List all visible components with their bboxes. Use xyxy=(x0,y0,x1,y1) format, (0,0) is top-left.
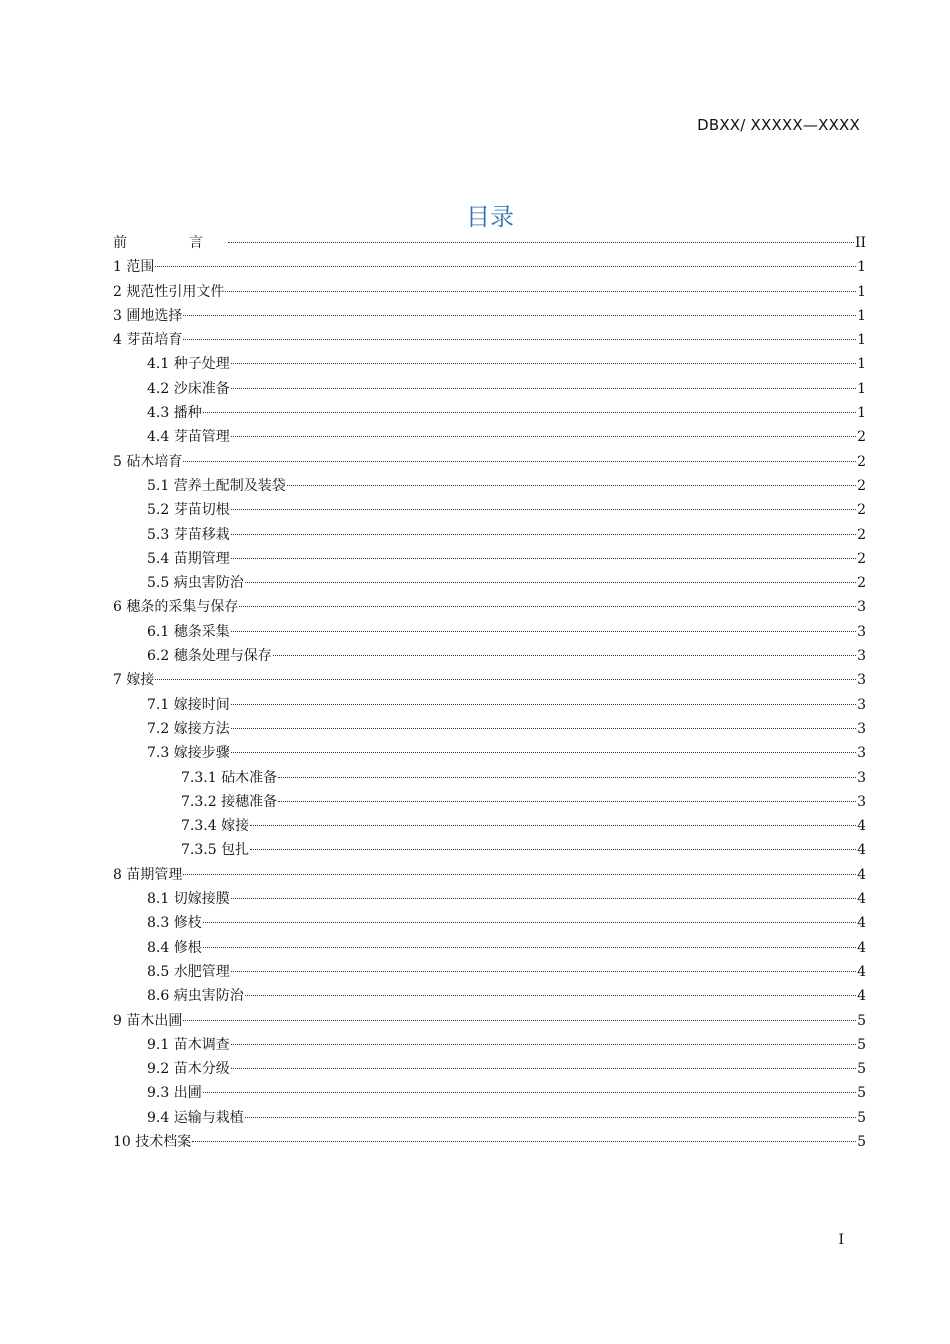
toc-dot-leader xyxy=(231,534,856,535)
toc-dot-leader xyxy=(183,339,856,340)
toc-entry-page: 2 xyxy=(857,429,866,446)
toc-entry[interactable] xyxy=(113,911,866,935)
toc-entry-page: 3 xyxy=(857,599,866,616)
toc-entry-label: 9.2 苗木分级 xyxy=(147,1061,230,1078)
toc-entry-page: 1 xyxy=(857,405,866,422)
toc-dot-leader xyxy=(231,752,856,753)
toc-dot-leader xyxy=(231,363,856,364)
toc-entry-page: 3 xyxy=(857,648,866,665)
toc-entry-label: 6.1 穗条采集 xyxy=(147,623,230,640)
toc-dot-leader xyxy=(231,631,856,632)
toc-entry[interactable] xyxy=(113,595,866,619)
toc-entry-page: 1 xyxy=(857,307,866,324)
toc-entry-page: 1 xyxy=(857,259,866,276)
toc-entry[interactable] xyxy=(113,498,866,522)
toc-entry-label: 7.2 嫁接方法 xyxy=(147,720,230,737)
toc-entry-page: 2 xyxy=(857,575,866,592)
toc-entry[interactable] xyxy=(113,620,866,644)
toc-entry-page: 3 xyxy=(857,720,866,737)
toc-entry[interactable] xyxy=(113,425,866,449)
toc-entry-page: 4 xyxy=(857,866,866,883)
toc-entry-label: 5.3 芽苗移栽 xyxy=(147,526,230,543)
toc-entry-label: 4.4 芽苗管理 xyxy=(147,429,230,446)
toc-entry-page: 1 xyxy=(857,283,866,300)
toc-dot-leader xyxy=(245,1117,856,1118)
toc-entry[interactable] xyxy=(113,790,866,814)
toc-dot-leader xyxy=(231,509,856,510)
toc-entry-label: 5.4 苗期管理 xyxy=(147,550,230,567)
toc-entry-page: 4 xyxy=(857,963,866,980)
toc-entry-page: 5 xyxy=(857,1133,866,1150)
toc-entry[interactable] xyxy=(113,984,866,1008)
toc-entry-page: 2 xyxy=(857,453,866,470)
toc-dot-leader xyxy=(231,971,856,972)
toc-dot-leader xyxy=(203,947,856,948)
toc-dot-leader xyxy=(231,898,856,899)
toc-entry[interactable] xyxy=(113,401,866,425)
toc-dot-leader xyxy=(231,558,856,559)
toc-entry-label: 7.3.1 砧木准备 xyxy=(181,769,278,786)
toc-entry-label: 8.4 修根 xyxy=(147,939,202,956)
toc-entry[interactable] xyxy=(113,887,866,911)
toc-entry-label: 4.3 播种 xyxy=(147,405,202,422)
toc-entry[interactable] xyxy=(113,231,866,255)
toc-entry-label: 7.3.2 接穗准备 xyxy=(181,793,278,810)
toc-entry[interactable] xyxy=(113,352,866,376)
toc-entry[interactable] xyxy=(113,1057,866,1081)
toc-dot-leader xyxy=(273,655,856,656)
toc-entry[interactable] xyxy=(113,960,866,984)
toc-entry[interactable] xyxy=(113,741,866,765)
toc-dot-leader xyxy=(278,777,856,778)
toc-entry[interactable] xyxy=(113,838,866,862)
toc-entry[interactable] xyxy=(113,766,866,790)
toc-dot-leader xyxy=(250,825,856,826)
toc-dot-leader xyxy=(225,291,856,292)
toc-dot-leader xyxy=(183,874,856,875)
toc-entry-label: 7 嫁接 xyxy=(113,672,155,689)
toc-dot-leader xyxy=(183,315,856,316)
toc-entry[interactable] xyxy=(113,304,866,328)
toc-entry-label: 5 砧木培育 xyxy=(113,453,183,470)
toc-entry[interactable] xyxy=(113,255,866,279)
toc-dot-leader xyxy=(250,849,856,850)
toc-entry-page: 1 xyxy=(857,356,866,373)
toc-entry-page: 5 xyxy=(857,1012,866,1029)
toc-entry[interactable] xyxy=(113,814,866,838)
toc-entry-label: 5.1 营养土配制及装袋 xyxy=(147,477,286,494)
toc-dot-leader xyxy=(231,1068,856,1069)
toc-entry-label: 前 言 xyxy=(113,235,227,251)
toc-entry-page: 3 xyxy=(857,769,866,786)
toc-entry-label: 8.3 修枝 xyxy=(147,915,202,932)
toc-entry-label: 4.1 种子处理 xyxy=(147,356,230,373)
toc-entry-label: 8.6 病虫害防治 xyxy=(147,988,244,1005)
toc-entry[interactable] xyxy=(113,523,866,547)
toc-entry-page: 5 xyxy=(857,1061,866,1078)
toc-entry-page: 3 xyxy=(857,793,866,810)
toc-dot-leader xyxy=(155,679,856,680)
toc-entry-page: 5 xyxy=(857,1036,866,1053)
toc-entry[interactable] xyxy=(113,474,866,498)
toc-entry[interactable] xyxy=(113,547,866,571)
toc-entry-page: 5 xyxy=(857,1109,866,1126)
toc-entry[interactable] xyxy=(113,863,866,887)
toc-entry-label: 7.3.5 包扎 xyxy=(181,842,250,859)
toc-entry-page: 3 xyxy=(857,623,866,640)
toc-entry-page: 1 xyxy=(857,380,866,397)
toc-entry[interactable] xyxy=(113,1106,866,1130)
toc-dot-leader xyxy=(231,704,856,705)
toc-dot-leader xyxy=(245,995,856,996)
toc-entry-page: 3 xyxy=(857,745,866,762)
table-of-contents xyxy=(113,231,866,1154)
toc-dot-leader xyxy=(228,242,854,243)
toc-entry-label: 8 苗期管理 xyxy=(113,866,183,883)
toc-entry[interactable] xyxy=(113,1009,866,1033)
toc-dot-leader xyxy=(231,436,856,437)
toc-dot-leader xyxy=(192,1141,856,1142)
toc-dot-leader xyxy=(203,922,856,923)
toc-entry-label: 4 芽苗培育 xyxy=(113,332,183,349)
toc-entry-label: 9.1 苗木调查 xyxy=(147,1036,230,1053)
toc-dot-leader xyxy=(203,412,856,413)
toc-entry-label: 8.1 切嫁接膜 xyxy=(147,891,230,908)
toc-entry-label: 3 圃地选择 xyxy=(113,307,183,324)
toc-entry[interactable] xyxy=(113,377,866,401)
toc-entry-page: 4 xyxy=(857,988,866,1005)
toc-entry-page: II xyxy=(854,235,866,251)
toc-entry-page: 2 xyxy=(857,526,866,543)
toc-entry[interactable] xyxy=(113,936,866,960)
toc-entry[interactable] xyxy=(113,328,866,352)
toc-dot-leader xyxy=(203,1092,856,1093)
page-number: I xyxy=(838,1232,844,1248)
toc-entry-label: 2 规范性引用文件 xyxy=(113,283,225,300)
toc-entry-label: 8.5 水肥管理 xyxy=(147,963,230,980)
toc-entry-label: 9 苗木出圃 xyxy=(113,1012,183,1029)
toc-entry-page: 4 xyxy=(857,842,866,859)
toc-entry-label: 9.3 出圃 xyxy=(147,1085,202,1102)
toc-entry[interactable] xyxy=(113,717,866,741)
toc-entry-page: 4 xyxy=(857,939,866,956)
toc-entry-page: 3 xyxy=(857,696,866,713)
toc-entry-label: 5.2 芽苗切根 xyxy=(147,502,230,519)
toc-entry-label: 7.1 嫁接时间 xyxy=(147,696,230,713)
toc-entry-page: 4 xyxy=(857,818,866,835)
document-code: DBXX/ XXXXX—XXXX xyxy=(697,116,860,134)
toc-dot-leader xyxy=(239,606,856,607)
toc-entry-page: 2 xyxy=(857,502,866,519)
toc-entry-page: 3 xyxy=(857,672,866,689)
toc-entry-page: 2 xyxy=(857,550,866,567)
toc-dot-leader xyxy=(245,582,856,583)
toc-entry-label: 9.4 运输与栽植 xyxy=(147,1109,244,1126)
toc-dot-leader xyxy=(231,728,856,729)
toc-entry-label: 6.2 穗条处理与保存 xyxy=(147,648,272,665)
toc-entry-page: 2 xyxy=(857,477,866,494)
toc-entry[interactable] xyxy=(113,693,866,717)
toc-entry[interactable] xyxy=(113,1033,866,1057)
toc-dot-leader xyxy=(183,1020,856,1021)
toc-dot-leader xyxy=(278,801,856,802)
toc-dot-leader xyxy=(155,266,856,267)
toc-entry-page: 1 xyxy=(857,332,866,349)
toc-entry-label: 10 技术档案 xyxy=(113,1133,192,1150)
toc-entry-label: 7.3.4 嫁接 xyxy=(181,818,250,835)
toc-entry-label: 4.2 沙床准备 xyxy=(147,380,230,397)
toc-dot-leader xyxy=(231,388,856,389)
toc-entry[interactable] xyxy=(113,1130,866,1154)
toc-dot-leader xyxy=(287,485,856,486)
toc-entry-label: 7.3 嫁接步骤 xyxy=(147,745,230,762)
toc-entry[interactable] xyxy=(113,280,866,304)
toc-dot-leader xyxy=(183,461,856,462)
toc-entry-label: 5.5 病虫害防治 xyxy=(147,575,244,592)
toc-entry[interactable] xyxy=(113,644,866,668)
toc-entry[interactable] xyxy=(113,668,866,692)
toc-entry[interactable] xyxy=(113,571,866,595)
toc-entry[interactable] xyxy=(113,450,866,474)
toc-entry-label: 1 范围 xyxy=(113,259,155,276)
toc-entry-label: 6 穗条的采集与保存 xyxy=(113,599,239,616)
toc-entry-page: 4 xyxy=(857,891,866,908)
toc-entry-page: 4 xyxy=(857,915,866,932)
toc-entry[interactable] xyxy=(113,1081,866,1105)
toc-entry-page: 5 xyxy=(857,1085,866,1102)
toc-dot-leader xyxy=(231,1044,856,1045)
toc-title: 目录 xyxy=(466,203,514,231)
